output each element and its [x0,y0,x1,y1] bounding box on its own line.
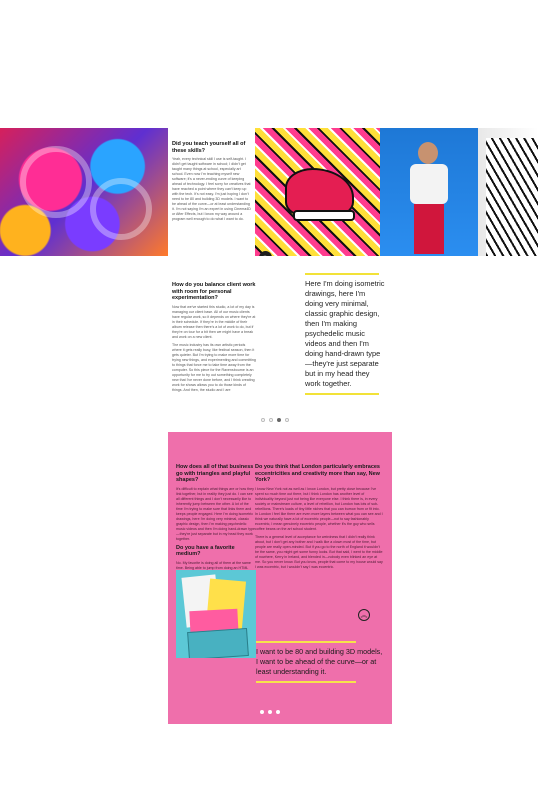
pull-quote-text: Here I'm doing isometric drawings, here I'm doing very minimal, classic graphic design, then I'm making psychedelic music videos and then I'm doing hand-drawn type—they're just separate but in my head they work together. [305,279,385,388]
answer-paragraph: No. My favorite is doing all of them at the same time. Being able to jump from doing an HTML [176,560,251,570]
pagination-dot[interactable] [268,710,272,714]
model-photo-image [380,128,478,256]
question-heading: How do you balance client work with room for personal experimentation? [172,282,256,301]
carousel-pagination [260,710,280,714]
answer-paragraph: There is a general level of acceptance for weirdness that I didn't really think about, but I don't get any bother and I walk like a clown most of the time, but people are really open-minded. But if you go to the north of England it wouldn't be the same, you might get some funny looks. But that said, I went to the middle of nowhere, Kerry in Ireland, and blended in—nobody even blinked an eye at me. So you never know. But you know, people that come to my house would say I was eccentric, but I wouldn't say I was eccentric. [255,534,383,569]
question-heading: Do you think that London particularly embraces eccentricities and creativity more than say, New York? [255,464,380,483]
question-heading: Did you teach yourself all of these skills? [172,141,246,154]
question-heading: Do you have a favorite medium? [176,544,235,557]
pull-quote-text: I want to be 80 and building 3D models, I want to be ahead of the curve—or at least understanding it. [256,647,383,676]
answer-paragraph: Now that we've started this studio, a lot of my day is managing our client base. All of our music clients have regular work, so it depends on where they're at in their schedule. If they're in the middle of their album release then there's a lot of work to do, but if they're on tour for a bit then we might have a break and work on a new client. [172,304,256,339]
pagination-dot[interactable] [269,418,273,422]
image-gallery-band [0,128,538,256]
pull-quote [256,641,384,683]
article-column-continued [172,282,256,396]
article-card [168,256,392,432]
fluid-art-image [0,128,168,256]
carousel-pagination [261,418,289,422]
quote-rule-top [256,641,356,643]
pagination-dot-active[interactable] [277,418,281,422]
pull-quote [305,273,385,395]
quote-rule-bottom [256,681,356,683]
article-column-top [168,128,255,256]
patterned-tshirt-image [478,128,538,256]
article-column-right [255,464,383,573]
question-heading: How does all of that business go with triangles and playful shapes? [176,464,254,483]
double-chevron-up-icon: ︽ [360,612,368,619]
answer-paragraph: Yeah, every technical skill I use is self-taught. I didn't get taught software in school; I didn't get taught many things at school, especially art school. Even now I'm teaching myself new software; it's a never-ending curve of keeping ahead of technology. I feel sorry for creatives that have reached a point where they can't keep up with the tech. It's not easy. I'm just hoping I don't need to be 80 and building 3D models. I want to be ahead of the curve—or at least understanding it. I'm not saying I'm an expert in using Cinema4D or After Effects, but I know my way around a program well enough to do what I want to do. [172,157,251,221]
pagination-dot[interactable] [261,418,265,422]
pagination-dot[interactable] [285,418,289,422]
answer-paragraph: The music industry has its own artistic periods where it gets really busy, like festival season, then it gets quieter. But I'm trying to make more time for trying new things, and experimenting and committing to things that force me to take time away from the computer. So this piece for the Ravensbourne is an opportunity for me to try out something completely new that I've never done before, and I think creating work for shows allows you to do those kinds of things. And then, the studio and I are [172,342,256,392]
quote-rule-bottom [305,393,379,395]
pagination-dot[interactable] [260,710,264,714]
pagination-dot[interactable] [276,710,280,714]
illustrated-sneaker-image [255,128,380,256]
answer-paragraph: I know New York not as well as I know London, but pretty close because I've spent so much time out there, but I think London has another level of individuality beyond just not being like everyone else. I think there is, in every society or mainstream culture, a level of rebellion, but London has lots of sub-rebellions. There's loads of tiny little niches that you can burrow from or fit into. In London I feel like there are even more layers between what you can see and I think we naturally have a lot of eccentric people—not to say fashionably eccentric, I mean genuinely eccentric people, whether it's the guy who sells coffee beans on the art school student. [255,486,383,531]
scroll-up-button[interactable] [358,609,370,621]
quote-rule-top [305,273,379,275]
answer-paragraph: It's difficult to explain what things are or how they link together, but in reality they just do. I can see all different things and I don't necessarily like to inherently jump between the other. A lot of the time I'm trying to make sure that links them and keeps people engaged. Here I'm doing isometric drawings, here I'm doing very minimal, classic graphic design, then I'm making psychedelic music videos and then I'm doing hand-drawn type—they're just separate but in my head they work together. [176,486,255,541]
pink-article-section [168,432,392,724]
book-cover-image [176,570,256,658]
